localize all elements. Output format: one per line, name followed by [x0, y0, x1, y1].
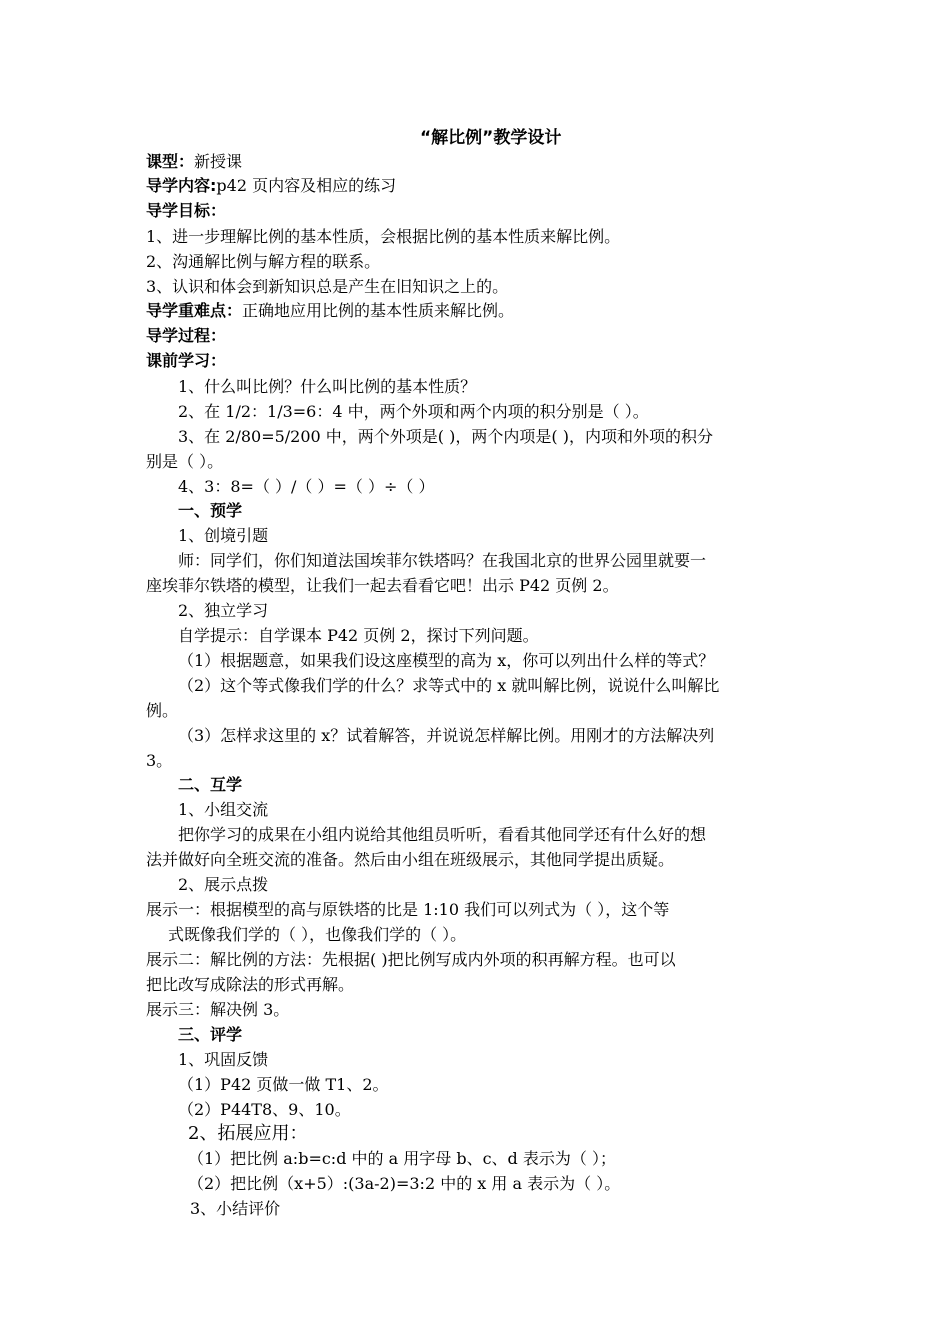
practice-1: （1）P42 页做一做 T1、2。	[178, 1075, 389, 1094]
process-heading: 导学过程：	[146, 326, 227, 345]
key-value: 正确地应用比例的基本性质来解比例。	[242, 301, 515, 320]
goal-item-3: 3、认识和体会到新知识总是产生在旧知识之上的。	[146, 277, 509, 296]
section-2-item-1: 1、小组交流	[178, 800, 269, 819]
section-3-item-1: 1、巩固反馈	[178, 1050, 269, 1069]
extension-2: （2）把比例（x+5）:(3a-2)=3:2 中的 x 用 a 表示为（ ）。	[188, 1174, 621, 1193]
show-2-line-1: 展示二：解比例的方法：先根据( )把比例写成内外项的积再解方程。也可以	[146, 950, 676, 969]
content-label: 导学内容:	[146, 176, 217, 195]
goal-item-1: 1、进一步理解比例的基本性质，会根据比例的基本性质来解比例。	[146, 227, 621, 246]
section-3-item-2: 2、拓展应用：	[188, 1123, 308, 1144]
study-question-3-line-1: （3）怎样求这里的 x？试着解答，并说说怎样解比例。用刚才的方法解决列	[178, 726, 715, 745]
section-1-item-1: 1、创境引题	[178, 526, 269, 545]
course-type-line	[146, 151, 242, 173]
section-1-heading: 一、预学	[178, 501, 243, 520]
show-3: 展示三：解决例 3。	[146, 1000, 290, 1019]
question-4: 4、3：8=（ ）/（ ）=（ ）÷（ ）	[178, 477, 435, 496]
practice-2: （2）P44T8、9、10。	[178, 1100, 351, 1119]
course-type-value: 新授课	[194, 152, 243, 171]
self-study-hint: 自学提示：自学课本 P42 页例 2，探讨下列问题。	[178, 626, 539, 645]
goals-heading: 导学目标：	[146, 201, 227, 220]
key-label: 导学重难点：	[146, 301, 243, 320]
section-2-heading: 二、互学	[178, 775, 243, 794]
section-2-text-line-1: 把你学习的成果在小组内说给其他组员听听，看看其他同学还有什么好的想	[178, 825, 707, 844]
content-line	[146, 175, 396, 197]
page-title: “解比例”教学设计	[420, 128, 562, 148]
section-2-item-2: 2、展示点拨	[178, 875, 269, 894]
content-value: p42 页内容及相应的练习	[216, 176, 397, 195]
section-3-heading: 三、评学	[178, 1025, 243, 1044]
question-1: 1、什么叫比例？什么叫比例的基本性质？	[178, 377, 477, 396]
section-1-text-line-2: 座埃菲尔铁塔的模型，让我们一起去看看它吧！出示 P42 页例 2。	[146, 576, 619, 595]
show-1-line-2: 式既像我们学的（ ），也像我们学的（ ）。	[168, 925, 467, 944]
show-1-line-1: 展示一：根据模型的高与原铁塔的比是 1:10 我们可以列式为（ ），这个等	[146, 900, 670, 919]
key-line	[146, 300, 514, 322]
show-2-line-2: 把比改写成除法的形式再解。	[146, 975, 355, 994]
pre-study-heading: 课前学习：	[146, 351, 227, 370]
course-type-label: 课型：	[146, 152, 195, 171]
study-question-1: （1）根据题意，如果我们设这座模型的高为 x，你可以列出什么样的等式？	[178, 651, 715, 670]
section-1-text-line-1: 师：同学们，你们知道法国埃菲尔铁塔吗？在我国北京的世界公园里就要一	[178, 551, 707, 570]
section-1-item-2: 2、独立学习	[178, 601, 269, 620]
question-3-line-1: 3、在 2/80=5/200 中，两个外项是( )，两个内项是( )，内项和外项的积分	[178, 427, 713, 446]
study-question-3-line-2: 3。	[146, 751, 173, 770]
question-2: 2、在 1/2：1/3=6：4 中，两个外项和两个内项的积分别是（ ）。	[178, 402, 649, 421]
study-question-2-line-1: （2）这个等式像我们学的什么？求等式中的 x 就叫解比例，说说什么叫解比	[178, 676, 720, 695]
study-question-2-line-2: 例。	[146, 701, 179, 720]
goal-item-2: 2、沟通解比例与解方程的联系。	[146, 252, 381, 271]
question-3-line-2: 别是（ ）。	[146, 452, 224, 471]
section-2-text-line-2: 法并做好向全班交流的准备。然后由小组在班级展示，其他同学提出质疑。	[146, 850, 675, 869]
section-3-item-3: 3、小结评价	[190, 1199, 281, 1218]
extension-1: （1）把比例 a:b=c:d 中的 a 用字母 b、c、d 表示为（ ）；	[188, 1149, 616, 1168]
